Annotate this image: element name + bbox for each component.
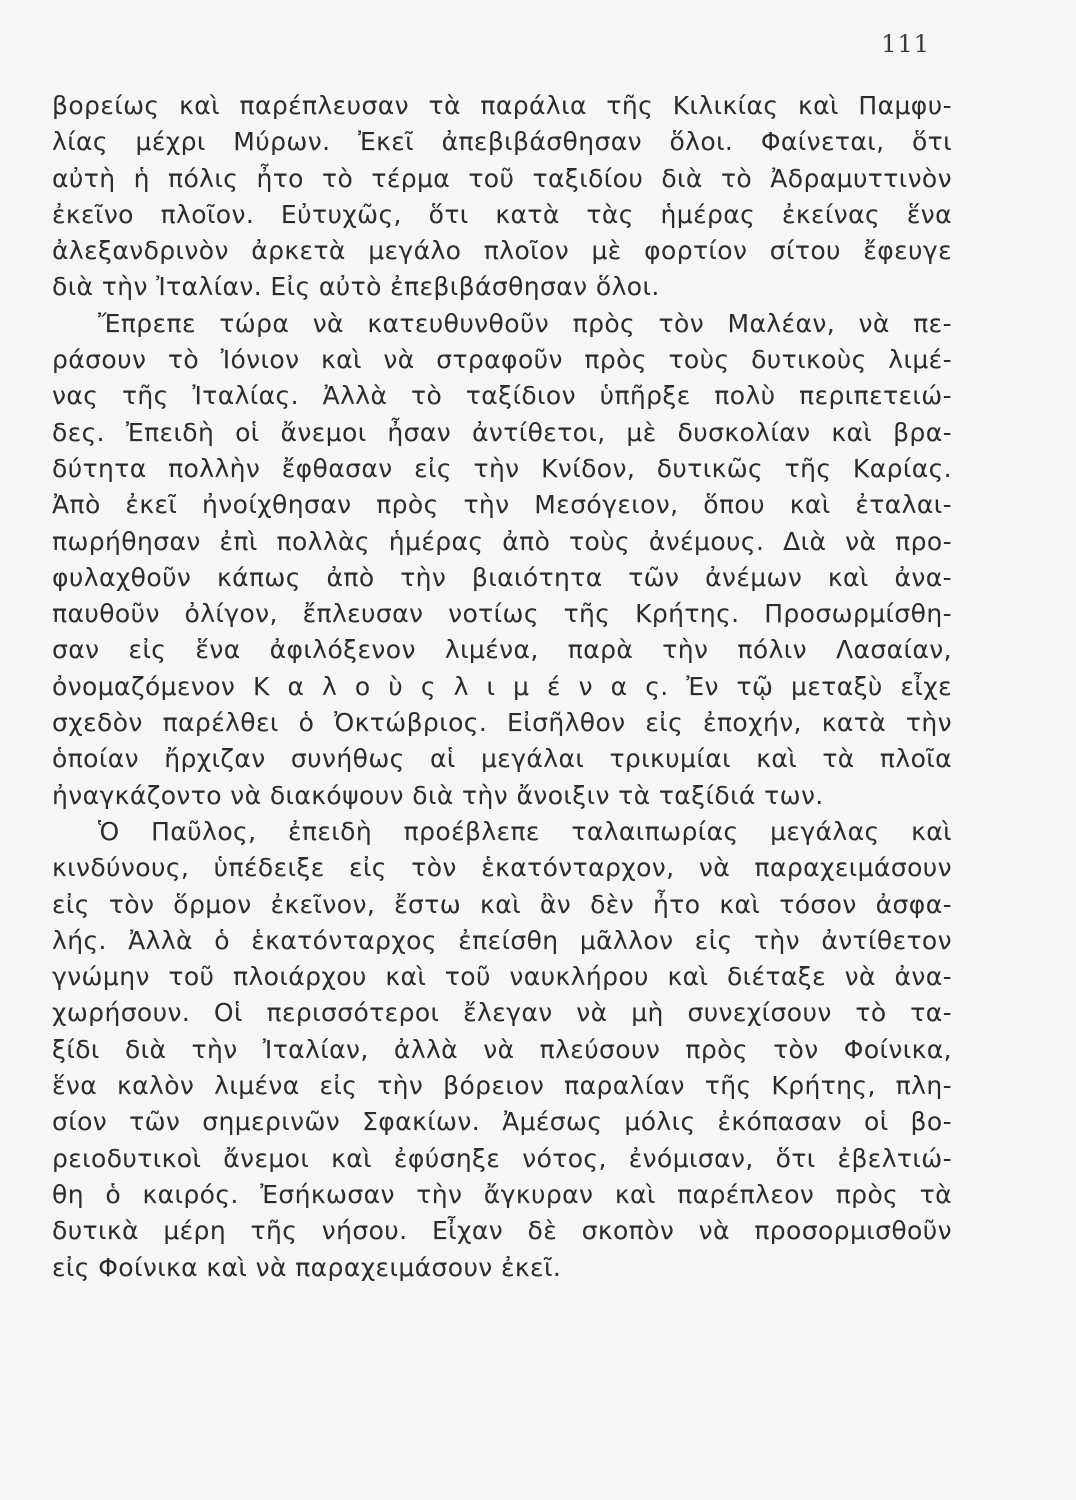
text-line: εἰς τὸν ὅρμον ἐκεῖνον, ἔστω καὶ ἂν δὲν ἦτο καὶ τόσον ἀσφα- — [52, 889, 952, 919]
text-line: σαν εἰς ἕνα ἀφιλόξενον λιμένα, παρὰ τὴν πόλιν Λασαίαν, — [52, 635, 952, 665]
text-line: ἐκεῖνο πλοῖον. Εὐτυχῶς, ὅτι κατὰ τὰς ἡμέρας ἐκείνας ἕνα — [52, 199, 952, 229]
text-line: ἠναγκάζοντο νὰ διακόψουν διὰ τὴν ἄνοιξιν τὰ ταξίδιά των. — [52, 780, 824, 810]
text-line: Ὁ Παῦλος, ἐπειδὴ προέβλεπε ταλαιπωρίας μεγάλας καὶ — [98, 816, 952, 846]
text-line: βορείως καὶ παρέπλευσαν τὰ παράλια τῆς Κιλικίας καὶ Παμφυ- — [52, 91, 952, 120]
page-number: 111 — [881, 30, 930, 58]
text-line: γνώμην τοῦ πλοιάρχου καὶ τοῦ ναυκλήρου καὶ διέταξε νὰ ἀνα- — [52, 962, 952, 992]
text-line: ὀνομαζόμενον Κ α λ ο ὺ ς λ ι μ έ ν α ς. Ἐν τῷ μεταξὺ εἶχε — [52, 671, 952, 701]
text-line: ὁποίαν ἤρχιζαν συνήθως αἱ μεγάλαι τρικυμίαι καὶ τὰ πλοῖα — [52, 744, 952, 774]
text-line: νας τῆς Ἰταλίας. Ἀλλὰ τὸ ταξίδιον ὑπῆρξε πολὺ περιπετειώ- — [52, 381, 952, 411]
text-line: θη ὁ καιρός. Ἐσήκωσαν τὴν ἄγκυραν καὶ παρέπλεον πρὸς τὰ — [52, 1179, 952, 1209]
text-line: πωρήθησαν ἐπὶ πολλὰς ἡμέρας ἀπὸ τοὺς ἀνέμους. Διὰ νὰ προ- — [52, 526, 952, 556]
text-line: φυλαχθοῦν κάπως ἀπὸ τὴν βιαιότητα τῶν ἀνέμων καὶ ἀνα- — [52, 562, 952, 592]
text-line: ἕνα καλὸν λιμένα εἰς τὴν βόρειον παραλίαν τῆς Κρήτης, πλη- — [52, 1071, 952, 1101]
text-line: δες. Ἐπειδὴ οἱ ἄνεμοι ἦσαν ἀντίθετοι, μὲ δυσκολίαν καὶ βρα- — [52, 417, 952, 447]
text-line: λίας μέχρι Μύρων. Ἐκεῖ ἀπεβιβάσθησαν ὅλοι. Φαίνεται, ὅτι — [52, 127, 952, 157]
text-line: παυθοῦν ὀλίγον, ἔπλευσαν νοτίως τῆς Κρήτης. Προσωρμίσθη- — [52, 599, 952, 629]
body-text — [52, 88, 952, 1286]
text-line: ἀλεξανδρινὸν ἀρκετὰ μεγάλο πλοῖον μὲ φορτίον σίτου ἔφευγε — [52, 236, 952, 266]
text-line: χωρήσουν. Οἱ περισσότεροι ἔλεγαν νὰ μὴ συνεχίσουν τὸ τα- — [52, 998, 952, 1028]
text-line: εἰς Φοίνικα καὶ νὰ παραχειμάσουν ἐκεῖ. — [52, 1252, 562, 1282]
text-line: ξίδι διὰ τὴν Ἰταλίαν, ἀλλὰ νὰ πλεύσουν πρὸς τὸν Φοίνικα, — [52, 1034, 952, 1064]
text-line: διὰ τὴν Ἰταλίαν. Εἰς αὐτὸ ἐπεβιβάσθησαν ὅλοι. — [52, 272, 660, 302]
text-line: λής. Ἀλλὰ ὁ ἑκατόνταρχος ἐπείσθη μᾶλλον εἰς τὴν ἀντίθετον — [52, 925, 952, 955]
text-line: σχεδὸν παρέλθει ὁ Ὀκτώβριος. Εἰσῆλθον εἰς ἐποχήν, κατὰ τὴν — [52, 708, 952, 738]
text-line: αὐτὴ ἡ πόλις ἦτο τὸ τέρμα τοῦ ταξιδίου διὰ τὸ Ἀδραμυττινὸν — [52, 163, 952, 193]
text-line: Ἀπὸ ἐκεῖ ἠνοίχθησαν πρὸς τὴν Μεσόγειον, ὅπου καὶ ἐταλαι- — [52, 490, 952, 520]
text-line: κινδύνους, ὑπέδειξε εἰς τὸν ἑκατόνταρχον, νὰ παραχειμάσουν — [52, 853, 952, 883]
text-line: δύτητα πολλὴν ἔφθασαν εἰς τὴν Κνίδον, δυτικῶς τῆς Καρίας. — [52, 453, 952, 483]
text-line: ράσουν τὸ Ἰόνιον καὶ νὰ στραφοῦν πρὸς τοὺς δυτικοὺς λιμέ- — [52, 345, 952, 375]
text-line: ρειοδυτικοὶ ἄνεμοι καὶ ἐφύσηξε νότος, ἐνόμισαν, ὅτι ἐβελτιώ- — [52, 1143, 952, 1173]
text-line: Ἔπρεπε τώρα νὰ κατευθυνθοῦν πρὸς τὸν Μαλέαν, νὰ πε- — [98, 308, 952, 338]
text-line: δυτικὰ μέρη τῆς νήσου. Εἶχαν δὲ σκοπὸν νὰ προσορμισθοῦν — [52, 1216, 952, 1246]
text-line: σίον τῶν σημερινῶν Σφακίων. Ἀμέσως μόλις ἐκόπασαν οἱ βο- — [52, 1107, 952, 1137]
